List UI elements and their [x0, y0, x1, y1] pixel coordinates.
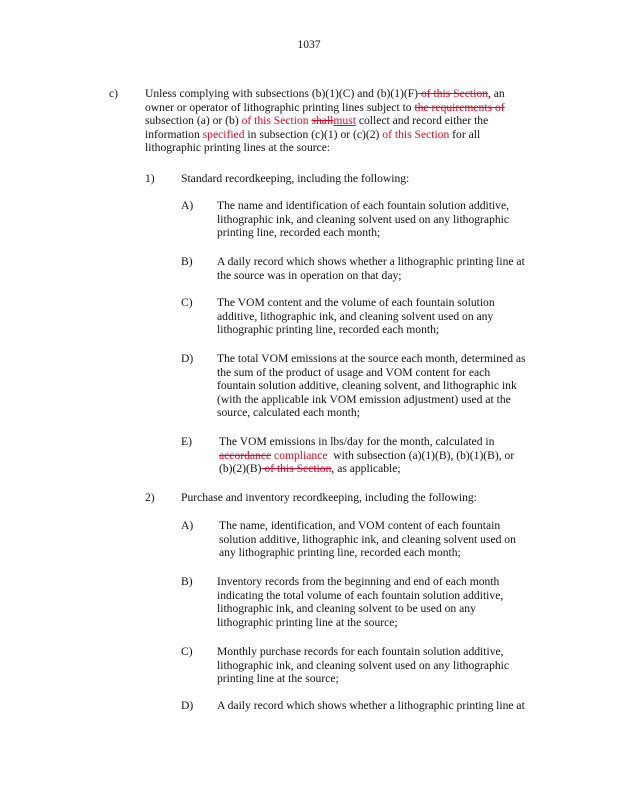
text-run: printing line, recorded each month; — [217, 226, 381, 239]
text-line — [217, 352, 557, 366]
text-line — [219, 462, 559, 476]
item-label: 1) — [145, 172, 155, 185]
text-run: The total VOM emissions at the source each month, determined as — [217, 352, 526, 365]
inserted-text: compliance — [274, 448, 328, 462]
text-line — [217, 379, 557, 393]
item-label: 2) — [145, 491, 155, 504]
text-run: A daily record which shows whether a lithographic printing line at — [217, 255, 525, 268]
text-run: Purchase and inventory recordkeeping, including the following: — [181, 491, 477, 504]
text-run: additive, lithographic ink, and cleaning solvent used on any — [217, 309, 494, 323]
text-line — [217, 255, 557, 269]
text-line — [217, 310, 557, 324]
item-text — [217, 352, 557, 420]
text-line — [181, 172, 541, 186]
item-label: C) — [181, 296, 193, 309]
text-run: lithographic ink, and cleaning solvent to be used on any — [217, 602, 476, 615]
item-label: A) — [181, 519, 194, 532]
item-label: C) — [181, 645, 193, 658]
text-line — [145, 101, 545, 115]
text-run: the sum of the product of usage and VOM content for each — [217, 365, 491, 379]
item-text — [217, 575, 557, 629]
deleted-text: the requirements of — [414, 100, 505, 114]
text-run: , an — [487, 87, 505, 100]
text-run: information — [145, 127, 203, 141]
text-line — [217, 226, 557, 240]
item-text — [219, 519, 559, 560]
text-line — [217, 323, 557, 337]
deleted-text: of this Section — [418, 87, 488, 100]
text-line — [145, 114, 545, 128]
text-run: (b)(2)(B) — [219, 462, 262, 475]
text-line — [217, 199, 557, 213]
item-text — [219, 435, 559, 476]
item-label: D) — [181, 352, 194, 365]
text-line — [217, 699, 557, 713]
text-run: Standard recordkeeping, including the following: — [181, 172, 410, 185]
text-line — [217, 645, 557, 659]
text-run: Monthly purchase records for each fountain solution additive, — [217, 645, 504, 658]
text-line — [145, 87, 545, 101]
text-line — [217, 589, 557, 603]
text-run: subsection (a) or (b) — [145, 114, 242, 127]
text-line — [219, 449, 559, 463]
text-run: Unless complying with subsections (b)(1)(C) and (b)(1)(F) — [145, 87, 419, 100]
text-run: fountain solution additive, cleaning solvent, and lithographic ink — [217, 379, 517, 392]
text-line — [217, 616, 557, 630]
text-run: the source was in operation on that day; — [217, 268, 402, 282]
item-label: D) — [181, 699, 194, 712]
text-run: indicating the total volume of each fountain solution additive, — [217, 588, 504, 602]
item-label: B) — [181, 575, 193, 588]
text-run: lithographic printing line, recorded each month; — [217, 323, 440, 336]
text-line — [145, 128, 545, 142]
text-run: lithographic printing line at the source; — [217, 615, 398, 629]
text-run: lithographic ink, and cleaning solvent used on any lithographic — [217, 658, 510, 672]
text-line — [217, 366, 557, 380]
item-label: B) — [181, 255, 193, 268]
text-run: lithographic printing lines at the source: — [145, 141, 331, 154]
text-line — [217, 602, 557, 616]
paragraph-label: c) — [109, 87, 119, 100]
text-run: collect and record either the — [355, 114, 489, 127]
item-text — [181, 491, 551, 505]
text-run: The name, identification, and VOM content of each fountain — [219, 519, 501, 532]
paragraph-text — [145, 87, 545, 155]
item-text — [217, 645, 557, 686]
text-run: with subsection (a)(1)(B), (b)(1)(B), or — [327, 448, 515, 462]
text-line — [217, 575, 557, 589]
text-run: The name and identification of each fountain solution additive, — [217, 199, 510, 212]
text-run: A daily record which shows whether a lithographic printing line at — [217, 699, 525, 712]
deleted-text: of this Section — [261, 462, 332, 475]
text-line — [217, 406, 557, 420]
text-run: solution additive, lithographic ink, and cleaning solvent used on — [219, 532, 516, 546]
inserted-text: of this Section — [382, 127, 450, 141]
text-run: printing line at the source; — [217, 672, 339, 685]
item-text — [181, 172, 541, 186]
item-text — [217, 255, 557, 282]
item-label: A) — [181, 199, 194, 212]
text-line — [219, 533, 559, 547]
text-run: any lithographic printing line, recorded each month; — [219, 546, 461, 559]
text-line — [219, 435, 559, 449]
text-run: The VOM content and the volume of each fountain solution — [217, 296, 495, 309]
inserted-text: of this Section — [241, 114, 309, 127]
text-run: , as applicable; — [331, 462, 401, 475]
text-run: (with the applicable ink VOM emission adjustment) used at the — [217, 392, 511, 406]
text-line — [217, 213, 557, 227]
page-number: 1037 — [297, 38, 321, 51]
inserted-text: specified — [202, 127, 245, 141]
text-run: lithographic ink, and cleaning solvent used on any lithographic — [217, 212, 510, 226]
item-text — [217, 699, 557, 713]
text-line — [217, 672, 557, 686]
text-line — [217, 269, 557, 283]
text-run: source, calculated each month; — [217, 406, 360, 419]
text-run: owner or operator of lithographic printing lines subject to — [145, 100, 415, 114]
text-run: in subsection (c)(1) or (c)(2) — [244, 127, 383, 141]
text-line — [217, 296, 557, 310]
text-line — [217, 393, 557, 407]
text-line — [219, 546, 559, 560]
text-line — [181, 491, 551, 505]
text-line — [217, 659, 557, 673]
text-line — [145, 141, 545, 155]
item-label: E) — [181, 435, 192, 448]
text-line — [219, 519, 559, 533]
deleted-text: accordance — [219, 448, 272, 462]
text-run: for all — [449, 127, 481, 141]
item-text — [217, 296, 557, 337]
deleted-text: shall — [311, 114, 334, 127]
text-run: The VOM emissions in lbs/day for the month, calculated in — [219, 435, 495, 448]
inserted-text: must — [333, 114, 356, 127]
item-text — [217, 199, 557, 240]
text-run: Inventory records from the beginning and end of each month — [217, 575, 500, 588]
